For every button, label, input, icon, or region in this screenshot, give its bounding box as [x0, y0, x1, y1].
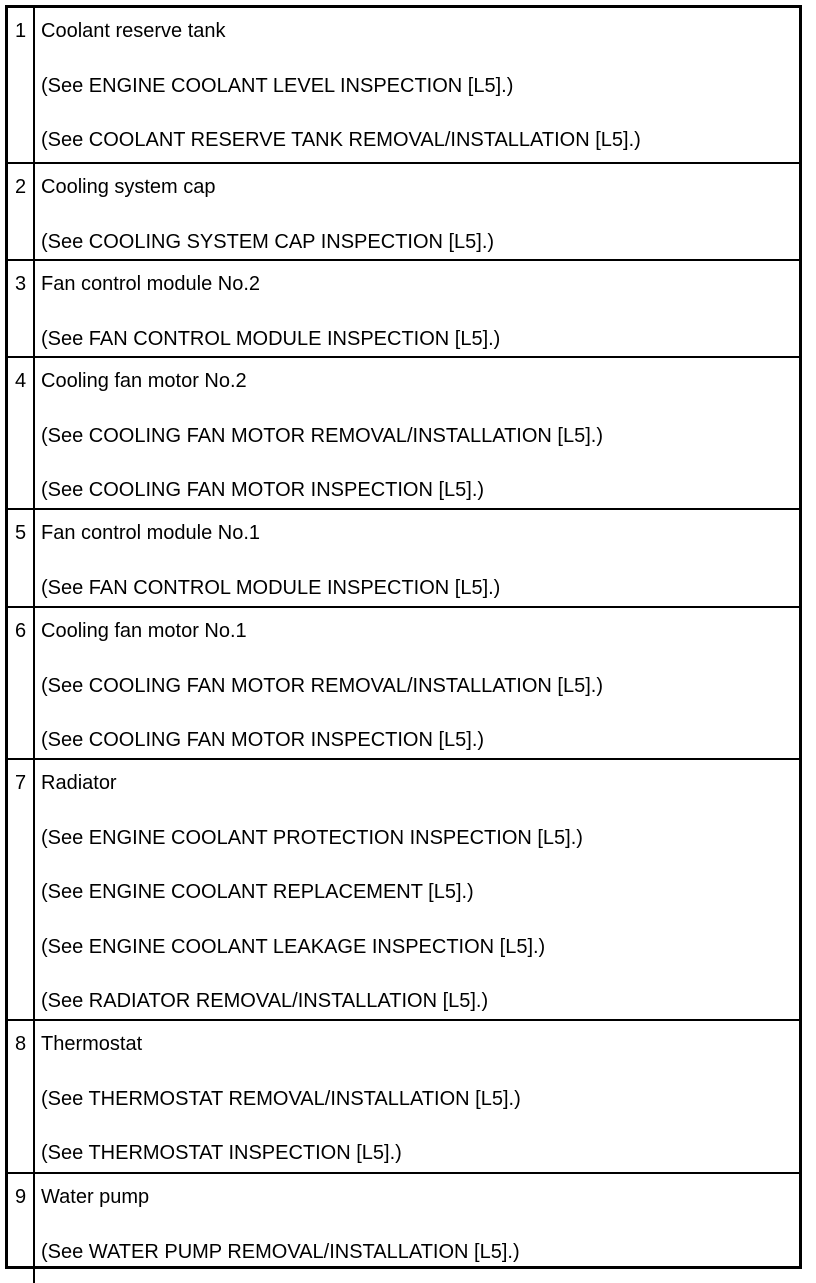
item-name: Cooling fan motor No.2 — [41, 370, 247, 392]
item-number: 2 — [8, 164, 35, 259]
reference-link[interactable]: (See COOLING SYSTEM CAP INSPECTION [L5].) — [41, 230, 495, 253]
item-number: 4 — [8, 358, 35, 508]
reference-link[interactable]: (See COOLING FAN MOTOR INSPECTION [L5].) — [41, 479, 485, 502]
item-content — [35, 760, 799, 1019]
item-content — [35, 608, 799, 758]
item-name: Fan control module No.2 — [41, 273, 261, 295]
reference-link[interactable]: (See ENGINE COOLANT REPLACEMENT [L5].) — [41, 881, 474, 904]
reference-link[interactable]: (See COOLANT RESERVE TANK REMOVAL/INSTALLATION [L5].) — [41, 129, 641, 152]
reference-link[interactable]: (See COOLING FAN MOTOR REMOVAL/INSTALLATION [L5].) — [41, 674, 603, 697]
table-row — [8, 1019, 799, 1172]
item-name: Fan control module No.1 — [41, 522, 261, 544]
reference-link[interactable]: (See COOLING FAN MOTOR REMOVAL/INSTALLATION [L5].) — [41, 424, 603, 447]
item-name: Thermostat — [41, 1033, 143, 1055]
table-row — [8, 356, 799, 508]
reference-link[interactable]: (See ENGINE COOLANT LEVEL INSPECTION [L5].) — [41, 74, 514, 97]
item-name: Water pump — [41, 1186, 150, 1208]
item-content — [35, 510, 799, 606]
item-content — [35, 358, 799, 508]
item-name: Coolant reserve tank — [41, 20, 226, 42]
table-row — [8, 606, 799, 758]
item-content — [35, 8, 799, 162]
reference-link[interactable]: (See ENGINE COOLANT PROTECTION INSPECTION [L5].) — [41, 826, 583, 849]
item-name: Cooling system cap — [41, 176, 216, 198]
item-content — [35, 1021, 799, 1172]
reference-link[interactable]: (See THERMOSTAT INSPECTION [L5].) — [41, 1142, 402, 1165]
item-number: 8 — [8, 1021, 35, 1172]
item-name: Cooling fan motor No.1 — [41, 620, 247, 642]
reference-link[interactable]: (See RADIATOR REMOVAL/INSTALLATION [L5].) — [41, 990, 489, 1013]
item-number: 5 — [8, 510, 35, 606]
item-name: Radiator — [41, 772, 117, 794]
reference-link[interactable]: (See FAN CONTROL MODULE INSPECTION [L5].) — [41, 327, 501, 350]
item-number: 7 — [8, 760, 35, 1019]
item-content — [35, 261, 799, 356]
item-content — [35, 1174, 799, 1283]
reference-link[interactable]: (See WATER PUMP REMOVAL/INSTALLATION [L5].) — [41, 1240, 520, 1263]
table-row — [8, 259, 799, 356]
table-row — [8, 758, 799, 1019]
table-row — [8, 8, 799, 162]
item-number: 1 — [8, 8, 35, 162]
item-content — [35, 164, 799, 259]
item-number: 9 — [8, 1174, 35, 1283]
reference-link[interactable]: (See COOLING FAN MOTOR INSPECTION [L5].) — [41, 729, 485, 752]
table-row — [8, 508, 799, 606]
reference-link[interactable]: (See FAN CONTROL MODULE INSPECTION [L5].) — [41, 576, 501, 599]
reference-link[interactable]: (See THERMOSTAT REMOVAL/INSTALLATION [L5].) — [41, 1087, 521, 1110]
component-reference-table — [5, 5, 802, 1269]
reference-link[interactable]: (See ENGINE COOLANT LEAKAGE INSPECTION [L5].) — [41, 935, 546, 958]
item-number: 6 — [8, 608, 35, 758]
table-row — [8, 162, 799, 259]
item-number: 3 — [8, 261, 35, 356]
table-row — [8, 1172, 799, 1283]
